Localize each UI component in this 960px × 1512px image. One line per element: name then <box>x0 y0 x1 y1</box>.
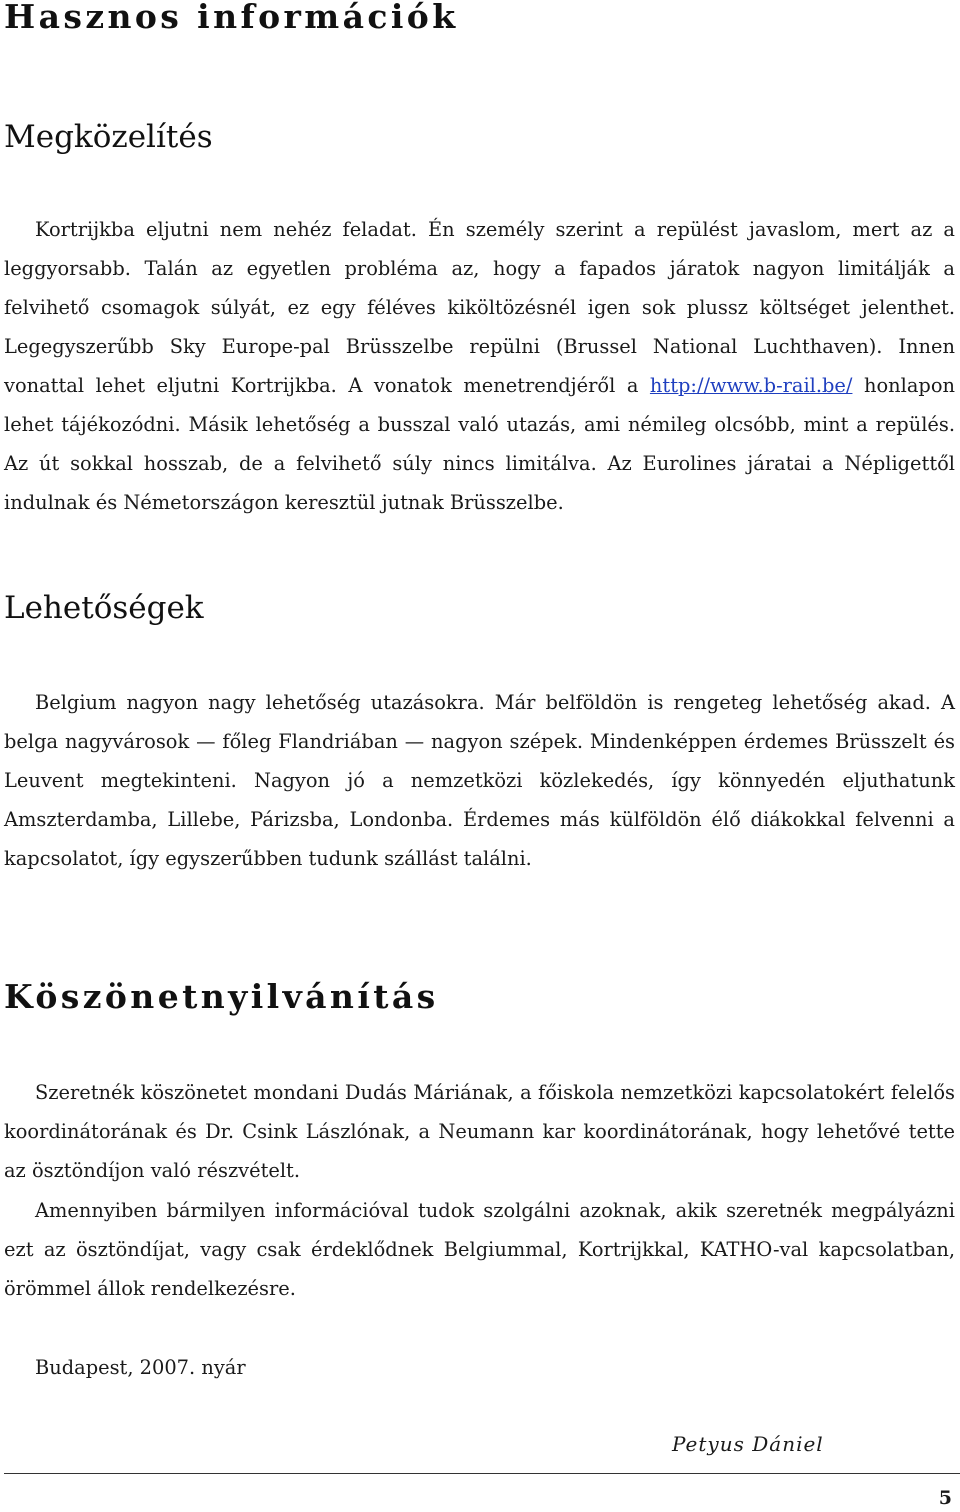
approach-paragraph <box>4 210 955 522</box>
acknowledgement-heading: Köszönetnyilvánítás <box>4 977 439 1016</box>
opportunities-heading: Lehetőségek <box>4 590 204 626</box>
main-title: Hasznos információk <box>4 0 459 36</box>
opportunities-paragraph: Belgium nagyon nagy lehetőség utazásokra. Már belföldön is rengeteg lehetőség akad. A belga nagyvárosok — főleg Flandriában — nagyon szépek. Mindenképpen érdemes Brüsszelt és Leuvent megtekinteni. Nagyon jó a nemzetközi közlekedés, így könnyedén eljuthatunk Amszterdamba, Lillebe, Párizsba, Londonba. Érdemes más külföldön élő diákokkal felvenni a kapcsolatot, így egyszerűbben tudunk szállást találni. <box>4 691 955 870</box>
acknowledgement-paragraph-2: Amennyiben bármilyen információval tudok szolgálni azoknak, akik szeretnék megpályázni ezt az ösztöndíjat, vagy csak érdeklődnek Belgiummal, Kortrijkkal, KATHO-val kapcsolatban, örömmel állok rendelkezésre. <box>4 1199 955 1300</box>
approach-heading: Megközelítés <box>4 119 213 155</box>
acknowledgement-paragraph-1: Szeretnék köszönetet mondani Dudás Máriának, a főiskola nemzetközi kapcsolatokért felelős koordinátorának és Dr. Csink Lászlónak, a Neumann kar koordinátorának, hogy lehetővé tette az ösztöndíjon való részvételt. <box>4 1081 955 1182</box>
author-signature: Petyus Dániel <box>672 1432 824 1456</box>
approach-text-start: Kortrijkba eljutni nem nehéz feladat. Én személy szerint a repülést javaslom, mert az a leggyorsabb. Talán az egyetlen probléma az, hogy a fapados járatok nagyon limitálják a felvihető csomagok súlyát, ez egy féléves kiköltözésnél igen sok plussz költséget jelenthet. Legegyszerűbb Sky Europe-pal Brüsszelbe repülni (Brussel National Luchthaven). Innen vonattal lehet eljutni Kortrijkba. A vonatok menetrendjéről a <box>4 218 955 397</box>
approach-text-end: honlapon lehet tájékozódni. Másik lehetőség a busszal való utazás, ami némileg olcsóbb, mint a repülés. Az út sokkal hosszab, de a felvihető súly nincs limitálva. Az Eurolines járatai a Népligettől indulnak és Németországon keresztül jutnak Brüsszelbe. <box>4 374 955 514</box>
place-and-date: Budapest, 2007. nyár <box>35 1356 246 1379</box>
footer-divider <box>4 1473 960 1474</box>
page-number: 5 <box>938 1487 952 1509</box>
b-rail-link[interactable]: http://www.b-rail.be/ <box>649 374 853 397</box>
